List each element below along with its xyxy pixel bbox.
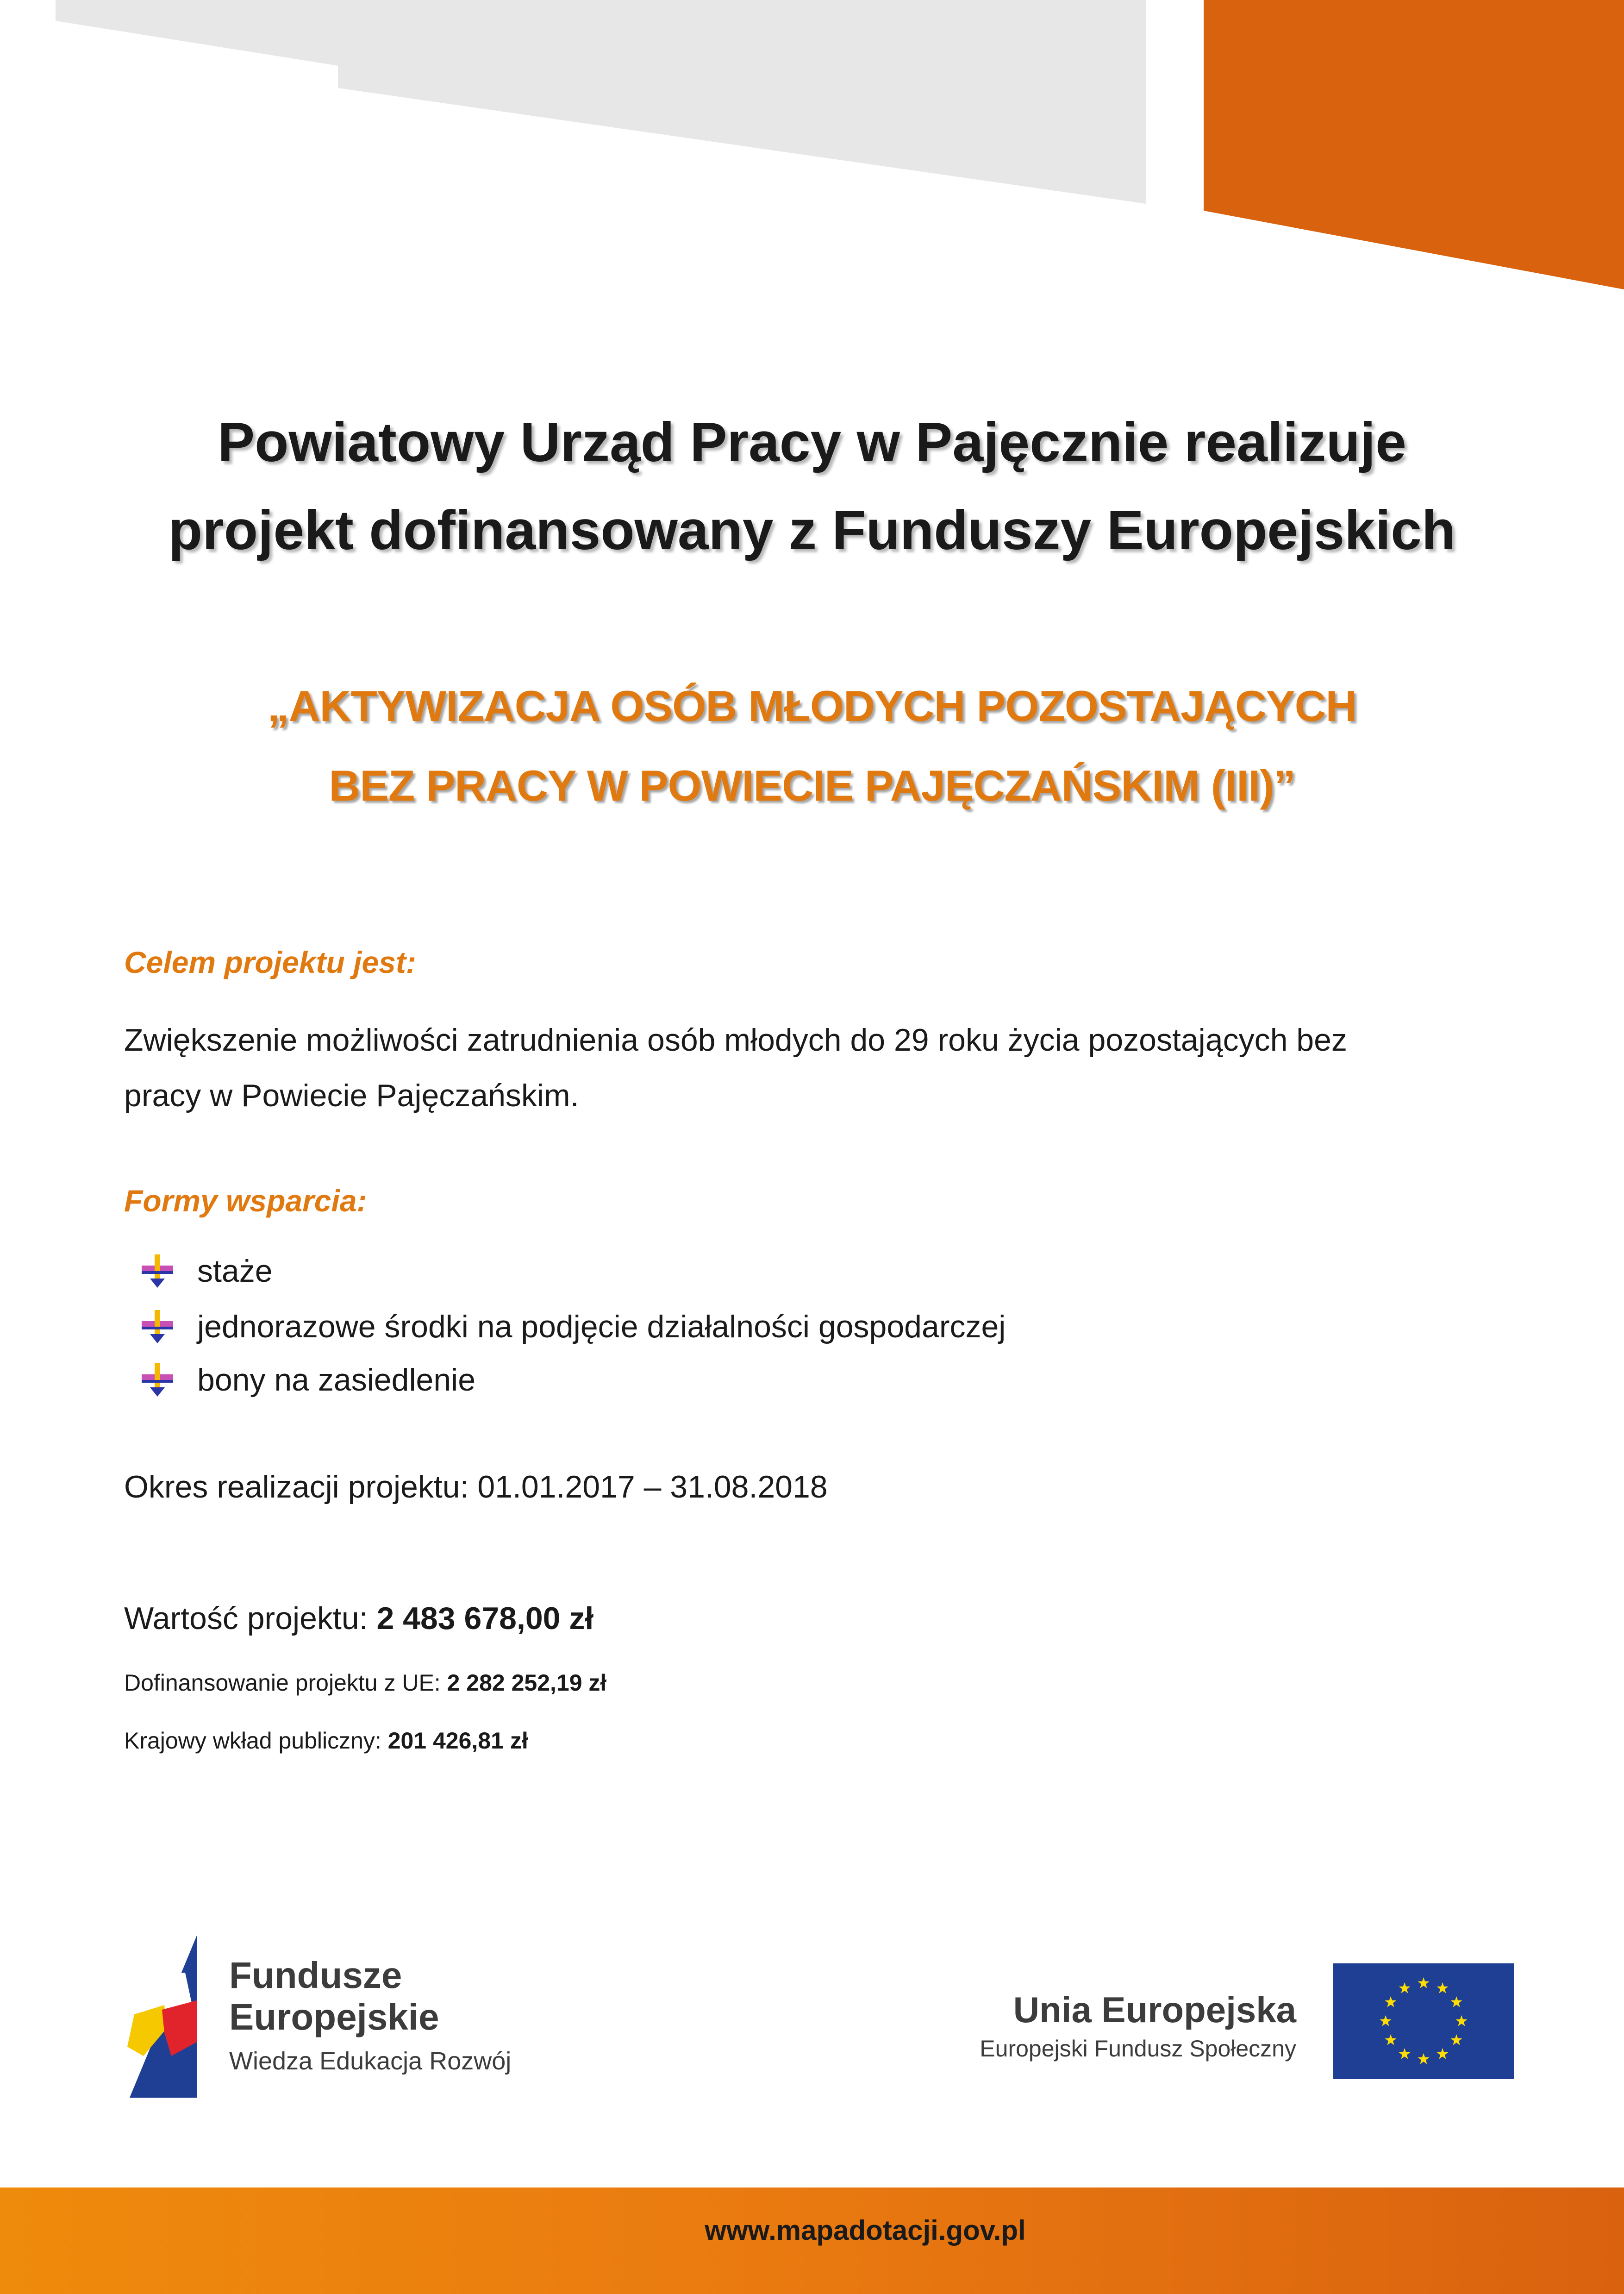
project-name-line-1: „AKTYWIZACJA OSÓB MŁODYCH POZOSTAJĄCYCH: [267, 682, 1357, 730]
national-contribution-label: Krajowy wkład publiczny:: [124, 1728, 388, 1754]
ue-logo-line-1: Unia Europejska: [1013, 1989, 1296, 2030]
project-name-line-2: BEZ PRACY W POWIECIE PAJĘCZAŃSKIM (III)”: [329, 761, 1295, 810]
support-item-label: staże: [197, 1254, 273, 1289]
eu-funding: [124, 1669, 606, 1696]
fe-emblem-icon: [116, 1936, 204, 2098]
support-item-label: bony na zasiedlenie: [197, 1362, 476, 1398]
eu-funding-amount: 2 282 252,19 zł: [447, 1670, 607, 1696]
gray-stripe-3: [338, 0, 1146, 204]
main-title-line-2: projekt dofinansowany z Funduszy Europejskich: [168, 499, 1456, 561]
goal-text-line-1: Zwiększenie możliwości zatrudnienia osób młodych do 29 roku życia pozostających bez: [124, 1022, 1347, 1058]
fe-logo-line-1: Fundusze: [229, 1955, 402, 1996]
support-item: [139, 1354, 475, 1405]
national-contribution: [124, 1727, 528, 1754]
support-heading: Formy wsparcia:: [124, 1184, 367, 1218]
fe-logo-line-3: Wiedza Edukacja Rozwój: [229, 2047, 512, 2075]
main-title-line-1: Powiatowy Urząd Pracy w Pajęcznie realizuje: [218, 411, 1406, 473]
fe-logo-line-2: Europejskie: [229, 1996, 439, 2037]
unia-europejska-logo: [931, 1963, 1518, 2084]
eu-flag-icon: [1333, 1963, 1514, 2079]
project-value: [124, 1600, 593, 1636]
national-contribution-amount: 201 426,81 zł: [387, 1728, 528, 1754]
footer-url-link[interactable]: www.mapadotacji.gov.pl: [705, 2215, 1026, 2246]
support-item: [139, 1301, 1006, 1352]
support-item-label: jednorazowe środki na podjęcie działalności gospodarczej: [197, 1309, 1006, 1344]
eu-funding-label: Dofinansowanie projektu z UE:: [124, 1670, 447, 1696]
arrow-bullet-icon: [139, 1308, 176, 1345]
support-item: [139, 1246, 273, 1297]
goal-text-line-2: pracy w Powiecie Pajęczańskim.: [124, 1078, 579, 1113]
arrow-bullet-icon: [139, 1361, 176, 1398]
project-value-label: Wartość projektu:: [124, 1601, 377, 1636]
top-decorative-banner: [0, 0, 1624, 296]
ue-logo-line-2: Europejski Fundusz Społeczny: [980, 2036, 1296, 2062]
orange-shape: [1204, 0, 1624, 289]
fundusze-europejskie-logo: [116, 1936, 556, 2098]
project-period: Okres realizacji projektu: 01.01.2017 – 31.08.2018: [124, 1469, 828, 1504]
goal-heading: Celem projektu jest:: [124, 945, 416, 979]
arrow-bullet-icon: [139, 1253, 176, 1290]
project-value-amount: 2 483 678,00 zł: [376, 1601, 594, 1636]
